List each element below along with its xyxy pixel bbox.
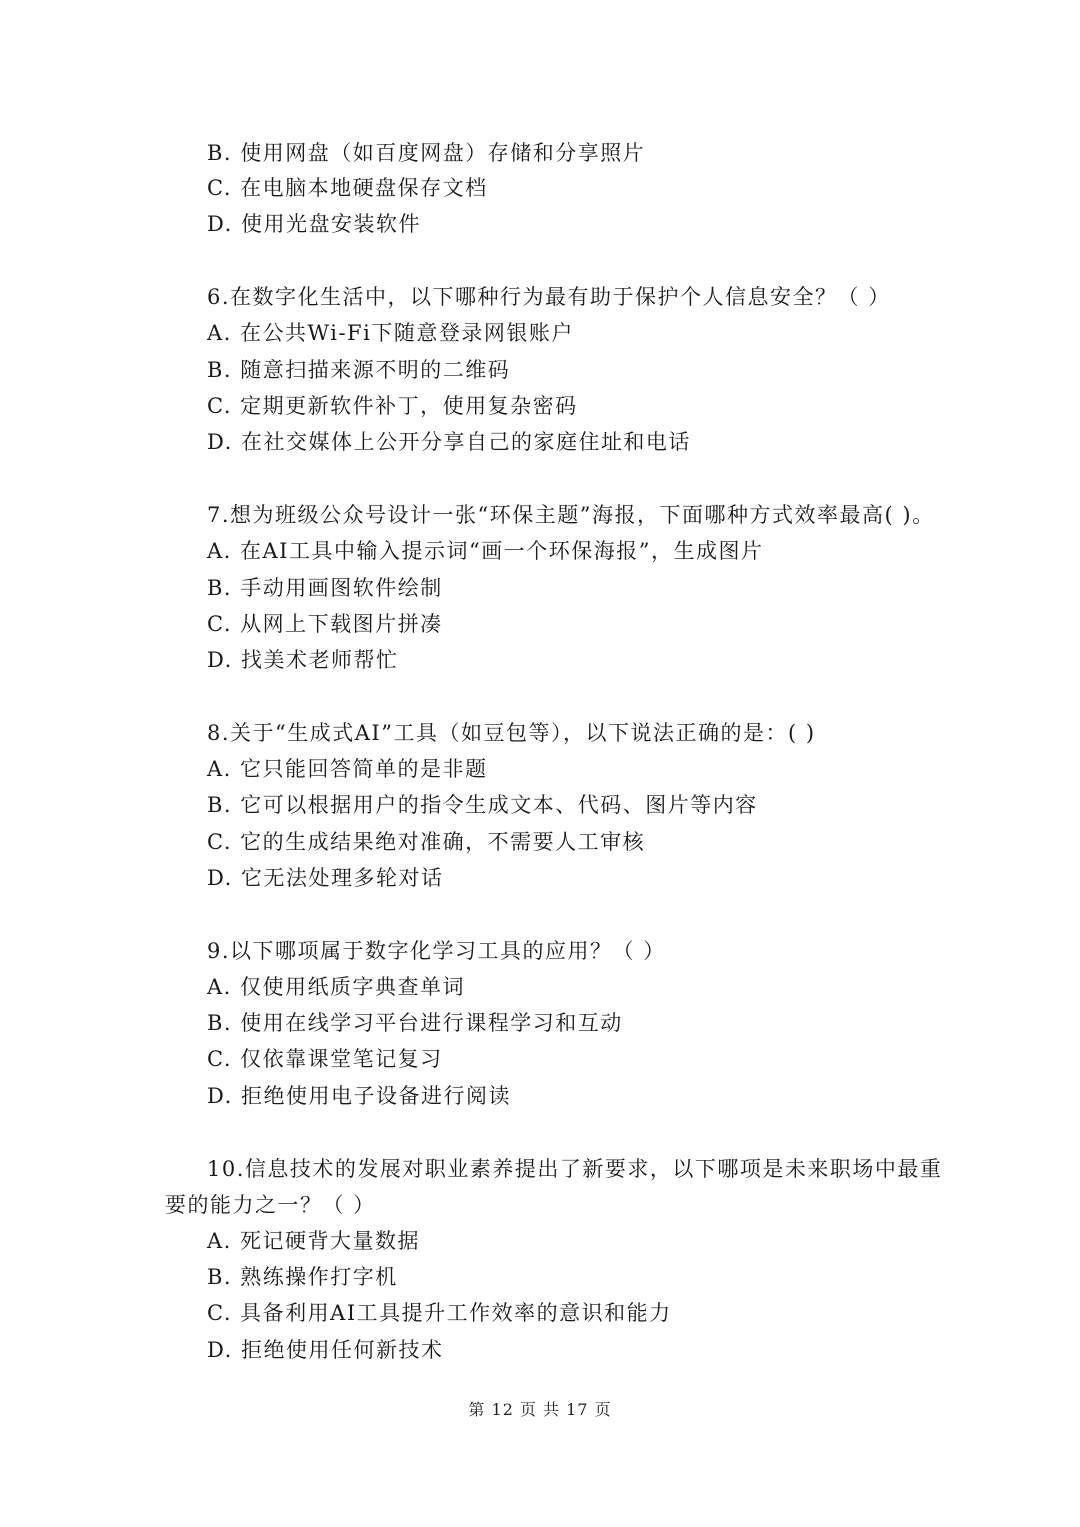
q7-option-a: A. 在AI工具中输入提示词“画一个环保海报”，生成图片 [207, 539, 764, 563]
q8-option-d: D. 它无法处理多轮对话 [207, 866, 444, 890]
q10-stem-line2: 要的能力之一？（ ） [165, 1193, 376, 1217]
q9-option-b: B. 使用在线学习平台进行课程学习和互动 [207, 1011, 623, 1035]
q10-option-a: A. 死记硬背大量数据 [207, 1229, 421, 1253]
q10-option-d: D. 拒绝使用任何新技术 [207, 1338, 444, 1362]
q8-option-b: B. 它可以根据用户的指令生成文本、代码、图片等内容 [207, 793, 758, 817]
q9-option-d: D. 拒绝使用电子设备进行阅读 [207, 1084, 511, 1108]
q8-option-c: C. 它的生成结果绝对准确，不需要人工审核 [207, 830, 646, 854]
q6-option-b: B. 随意扫描来源不明的二维码 [207, 358, 511, 382]
q7-stem: 7.想为班级公众号设计一张“环保主题”海报，下面哪种方式效率最高( )。 [207, 503, 935, 527]
q8-option-a: A. 它只能回答简单的是非题 [207, 757, 488, 781]
page-number-footer: 第 12 页 共 17 页 [468, 1400, 612, 1419]
q8-stem: 8.关于“生成式AI”工具（如豆包等），以下说法正确的是：( ) [207, 721, 816, 745]
q5-option-b: B. 使用网盘（如百度网盘）存储和分享照片 [207, 141, 646, 165]
q6-option-d: D. 在社交媒体上公开分享自己的家庭住址和电话 [207, 430, 691, 454]
q10-stem-line1: 10.信息技术的发展对职业素养提出了新要求，以下哪项是未来职场中最重 [207, 1157, 943, 1181]
q6-stem: 6.在数字化生活中，以下哪种行为最有助于保护个人信息安全？（ ） [207, 285, 891, 309]
q9-option-c: C. 仅依靠课堂笔记复习 [207, 1047, 443, 1071]
q7-option-c: C. 从网上下载图片拼凑 [207, 612, 443, 636]
q9-stem: 9.以下哪项属于数字化学习工具的应用？（ ） [207, 939, 666, 963]
q5-option-d: D. 使用光盘安装软件 [207, 212, 421, 236]
q7-option-b: B. 手动用画图软件绘制 [207, 576, 443, 600]
q6-option-a: A. 在公共Wi-Fi下随意登录网银账户 [207, 321, 574, 345]
q9-option-a: A. 仅使用纸质字典查单词 [207, 975, 466, 999]
q5-option-c: C. 在电脑本地硬盘保存文档 [207, 176, 488, 200]
q10-option-b: B. 熟练操作打字机 [207, 1265, 398, 1289]
q6-option-c: C. 定期更新软件补丁，使用复杂密码 [207, 394, 578, 418]
q7-option-d: D. 找美术老师帮忙 [207, 648, 399, 672]
q10-option-c: C. 具备利用AI工具提升工作效率的意识和能力 [207, 1301, 672, 1325]
